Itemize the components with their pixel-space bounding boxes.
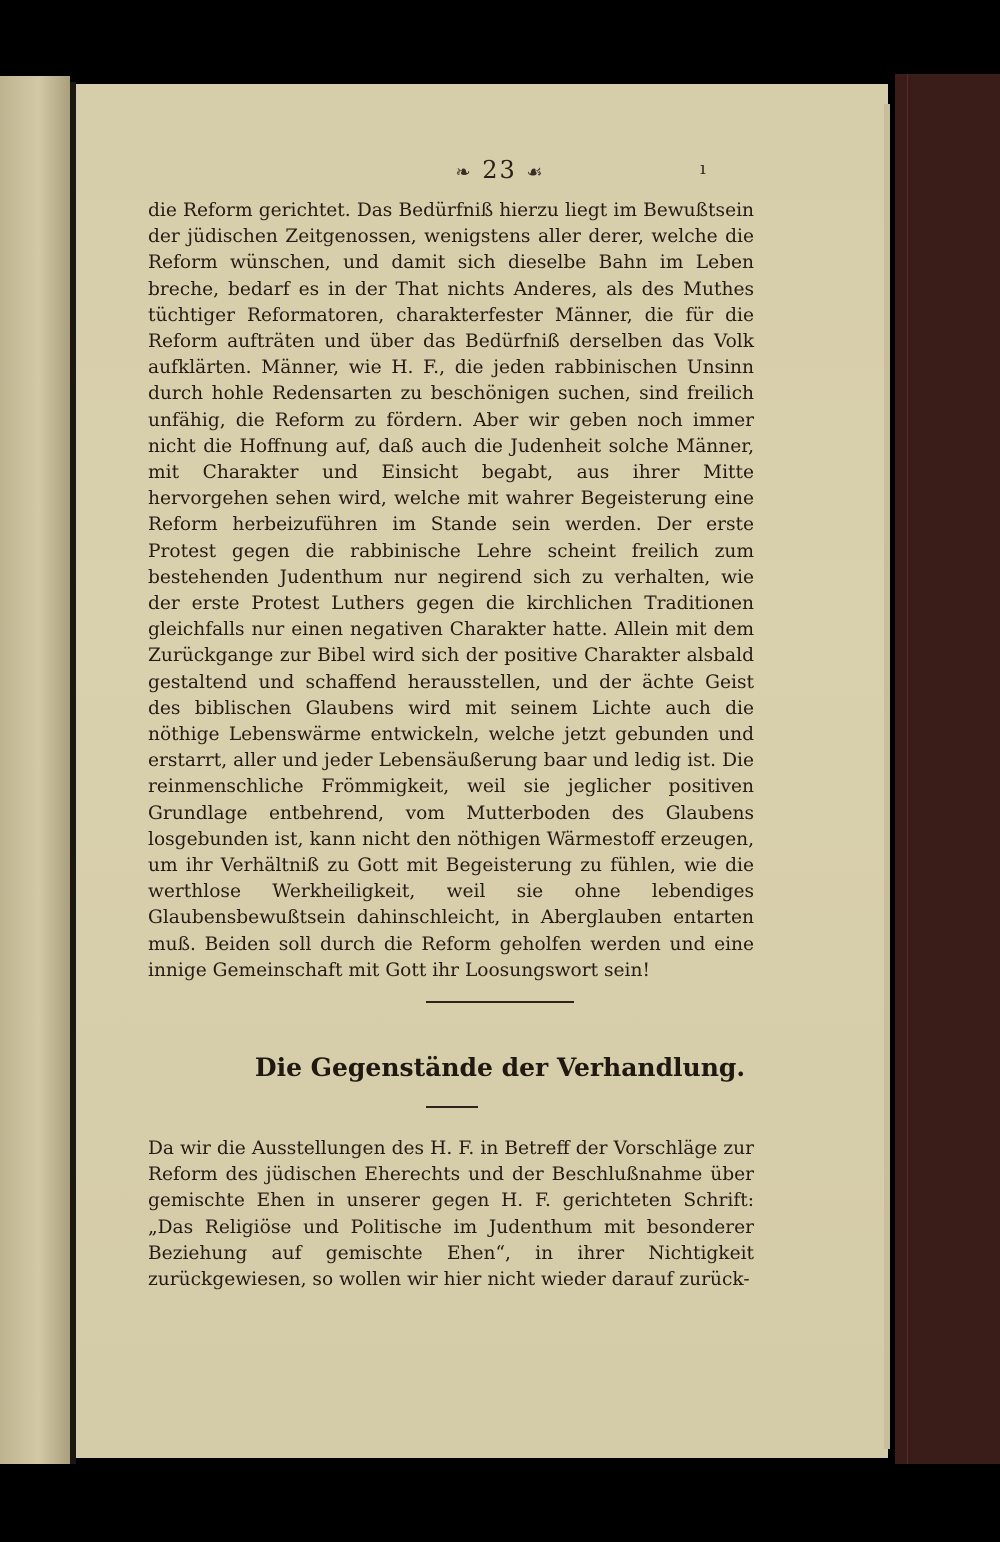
page-edge	[884, 104, 890, 1449]
ornament-right-icon: ☙	[526, 162, 545, 183]
page-header	[0, 156, 1000, 184]
section-rule-top	[426, 1001, 574, 1003]
page-number: 23	[482, 156, 517, 184]
margin-mark: ı	[700, 158, 706, 179]
paragraph-2: Da wir die Ausstellungen des H. F. in Betreff der Vorschläge zur Reform des jüdischen Eherechts und der Beschlußnahme über gemischte Ehen in unserer gegen H. F. gerichteten Schrift: „Das Religiöse und Politische im Judenthum mit besonderer Beziehung auf gemischte Ehen“, in ihrer Nichtigkeit zurückgewiesen, so wollen wir hier nicht wieder darauf zurück-	[148, 1138, 754, 1291]
section-rule-bottom	[426, 1106, 478, 1108]
paragraph-1: die Reform gerichtet. Das Bedürfniß hierzu liegt im Bewußtsein der jüdischen Zeitgenossen, wenigstens aller derer, welche die Reform wünschen, und damit sich dieselbe Bahn im Leben breche, bedarf es in der That nichts Anderes, als des Muthes tüchtiger Reformatoren, charakterfester Männer, die für die Reform aufträten und über das Bedürfniß derselben das Volk aufklärten. Männer, wie H. F., die jeden rabbinischen Unsinn durch hohle Redensarten zu beschönigen suchen, sind freilich unfähig, die Reform zu fördern. Aber wir geben noch immer nicht die Hoffnung auf, daß auch die Judenheit solche Männer, mit Charakter und Einsicht begabt, aus ihrer Mitte hervorgehen sehen wird, welche mit wahrer Begeisterung eine Reform herbeizuführen im Stande sein werden. Der erste Protest gegen die rabbinische Lehre scheint freilich zum bestehenden Judenthum nur negirend sich zu verhalten, wie der erste Protest Luthers gegen die kirchlichen Traditionen gleichfalls nur einen negativen Charakter hatte. Allein mit dem Zurückgange zur Bibel wird sich der positive Charakter alsbald gestaltend und schaffend herausstellen, und der ächte Geist des biblischen Glaubens wird mit seinem Lichte auch die nöthige Lebenswärme entwickeln, welche jetzt gebunden und erstarrt, aller und jeder Lebensäußerung baar und ledig ist. Die reinmenschliche Frömmigkeit, weil sie jeglicher positiven Grundlage entbehrend, vom Mutterboden des Glaubens losgebunden ist, kann nicht den nöthigen Wärmestoff erzeugen, um ihr Verhältniß zu Gott mit Begeisterung zu fühlen, wie die werthlose Werkheiligkeit, weil sie ohne lebendiges Glaubensbewußtsein dahinschleicht, in Aberglauben entarten muß. Beiden soll durch die Reform geholfen werden und eine innige Gemeinschaft mit Gott ihr Loosungswort sein!	[148, 200, 754, 981]
previous-page-edge	[0, 76, 70, 1464]
book-binding	[895, 74, 1000, 1464]
ornament-left-icon: ❧	[455, 162, 473, 183]
section-heading: Die Gegenstände der Verhandlung.	[254, 1053, 746, 1082]
